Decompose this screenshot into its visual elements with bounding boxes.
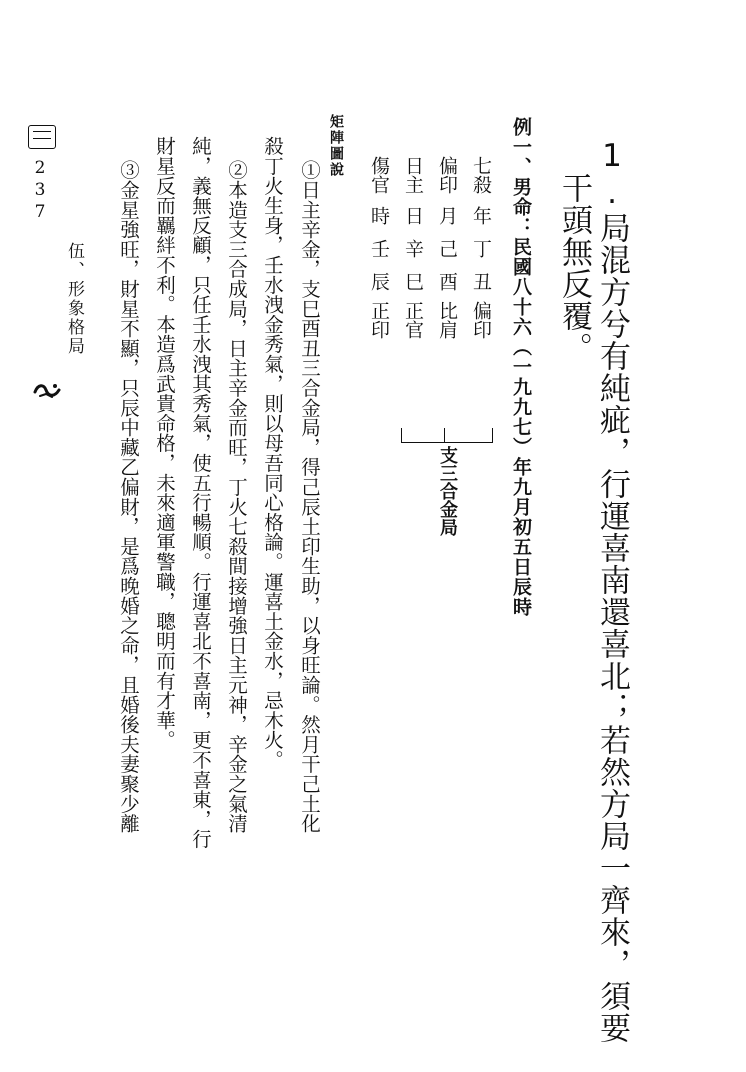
chart-cell: 辛 <box>402 239 424 258</box>
paragraph-line-4: 純，義無反顧，只任壬水洩其秀氣，使五行暢順。行運喜北不喜南，更不喜東，行 <box>189 136 212 849</box>
paragraph-line-1: ①日主辛金，支巳酉丑三合金局，得己辰土印生助，以身旺論。然月干己土化 <box>298 160 321 834</box>
chart-cell: 日 <box>402 206 424 225</box>
paragraph-line-5: 財星反而羈絆不利。本造爲武貴命格，未來適軍警職，聰明而有才華。 <box>153 136 176 750</box>
chart-cell: 時 <box>368 206 390 225</box>
chart-cell: 巳 <box>402 272 424 291</box>
chart-cell: 年 <box>470 206 492 225</box>
branch-bracket <box>401 428 493 443</box>
chart-cell: 己 <box>436 239 458 258</box>
chart-cell: 七殺 <box>470 156 492 194</box>
page-number: 237 <box>30 158 50 224</box>
paragraph-line-2: 殺丁火生身，壬水洩金秀氣，則以母吾同心格論。運喜土金水，忌木火。 <box>261 136 284 770</box>
chapter-title: 伍、形象格局 <box>64 242 84 356</box>
chapter-logo-icon <box>32 378 62 402</box>
chart-column-year <box>468 156 495 339</box>
chart-cell: 丑 <box>470 272 492 291</box>
chart-cell: 日主 <box>402 156 424 194</box>
chart-cell: 月 <box>436 206 458 225</box>
page-marker-icon <box>28 125 56 149</box>
chart-cell: 丁 <box>470 239 492 258</box>
chart-cell: 比肩 <box>436 301 458 339</box>
branch-bracket-stem <box>444 428 445 442</box>
paragraph-line-3: ②本造支三合成局，日主辛金而旺，丁火七殺間接增強日主元神，辛金之氣清 <box>225 160 248 834</box>
chart-cell: 辰 <box>368 272 390 291</box>
chart-cell: 壬 <box>368 239 390 258</box>
heading-line-2: 干頭無反覆。 <box>556 172 592 364</box>
heading-line-1: 1.局混方兮有純疵，行運喜南還喜北；若然方局一齊來，須要 <box>594 138 630 1044</box>
chart-cell: 傷官 <box>368 156 390 194</box>
example-title: 例一、男命：民國八十六（一九九七）年九月初五日辰時 <box>510 117 532 617</box>
brace-label: 支三合金局 <box>437 446 458 536</box>
chart-column-day <box>400 156 427 339</box>
chart-cell: 正官 <box>402 301 424 339</box>
chart-cell: 酉 <box>436 272 458 291</box>
chart-column-hour <box>366 156 393 339</box>
chart-cell: 偏印 <box>436 156 458 194</box>
paragraph-line-6: ③金星強旺，財星不顯，只辰中藏乙偏財，是爲晚婚之命，且婚後夫妻聚少離 <box>117 160 140 834</box>
section-label: 矩陣圖說 <box>328 114 344 178</box>
chart-cell: 正印 <box>368 301 390 339</box>
chart-column-month <box>434 156 461 339</box>
chart-cell: 偏印 <box>470 301 492 339</box>
